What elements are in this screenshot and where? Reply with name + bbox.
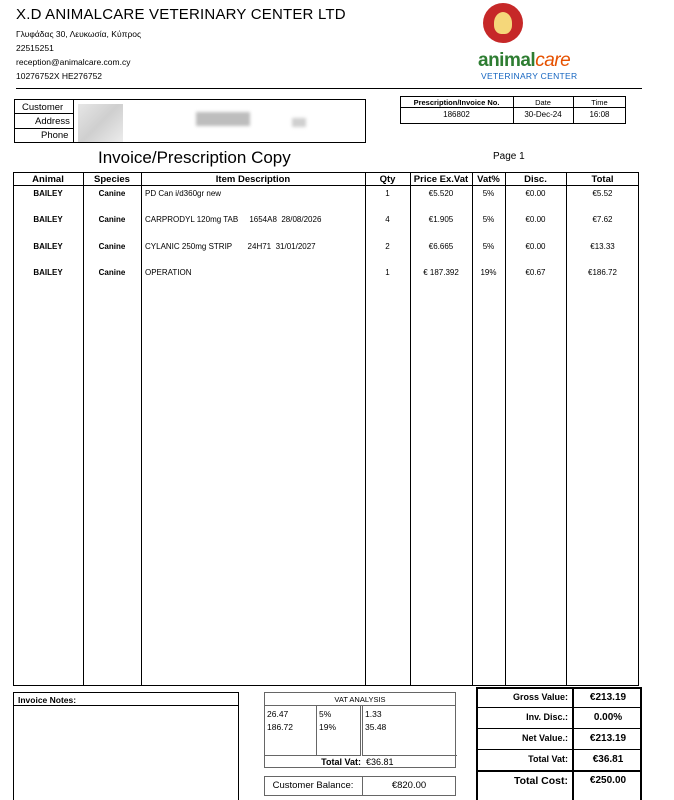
header-total: Total — [591, 174, 614, 185]
vat-amount: 35.48 — [365, 722, 387, 732]
row-vat: 19% — [480, 268, 497, 277]
company-email: reception@animalcare.com.cy — [16, 57, 131, 67]
customer-label: Customer — [22, 102, 64, 113]
row-disc: €0.00 — [525, 242, 546, 251]
logo-wordmark — [478, 50, 570, 72]
inv-disc-value: 0.00% — [593, 712, 623, 723]
row-animal: BAILEY — [33, 242, 63, 251]
invoice-time: 16:08 — [589, 110, 610, 119]
vat-total-value: €36.81 — [366, 757, 394, 767]
redaction — [78, 104, 123, 142]
customer-balance-value: €820.00 — [391, 780, 427, 791]
total-vat-value: €36.81 — [592, 754, 624, 765]
page-number: Page 1 — [493, 151, 525, 162]
time-header: Time — [591, 98, 608, 107]
row-qty: 1 — [385, 189, 390, 198]
row-total: €7.62 — [592, 215, 613, 224]
row-total: €186.72 — [588, 268, 617, 277]
total-cost-label: Total Cost: — [513, 775, 568, 787]
logo-animal: animal — [478, 50, 536, 71]
header-description: Item Description — [215, 174, 291, 185]
row-price: €5.520 — [428, 189, 454, 198]
total-vat-label: Total Vat: — [528, 754, 568, 764]
summary-row-line — [476, 749, 642, 750]
row-vat: 5% — [482, 242, 495, 251]
row-disc: €0.00 — [525, 215, 546, 224]
vat-total-label: Total Vat: — [321, 757, 361, 767]
date-header: Date — [535, 98, 551, 107]
vat-grid-divider — [316, 705, 317, 755]
invoice-notes-label: Invoice Notes: — [18, 695, 77, 705]
row-qty: 4 — [385, 215, 390, 224]
header-vat: Vat% — [477, 174, 500, 185]
row-qty: 1 — [385, 268, 390, 277]
address-label: Address — [35, 116, 70, 127]
row-vat: 5% — [482, 189, 495, 198]
redaction — [196, 112, 250, 126]
header-animal: Animal — [32, 174, 64, 185]
row-price: €1.905 — [428, 215, 454, 224]
row-vat: 5% — [482, 215, 495, 224]
net-value: €213.19 — [589, 733, 627, 744]
vat-rate: 5% — [319, 709, 332, 719]
company-registration: 10276752X HE276752 — [16, 71, 103, 81]
row-description: PD Can i/d360gr new — [145, 189, 222, 198]
invoice-no-header: Prescription/Invoice No. — [413, 98, 500, 107]
notes-divider — [13, 705, 239, 706]
company-phone: 22515251 — [16, 43, 54, 53]
row-description: CARPRODYL 120mg TAB 1654A8 28/08/2026 — [145, 215, 322, 224]
row-total: €13.33 — [590, 242, 615, 251]
logo-subtitle: VETERINARY CENTER — [481, 71, 578, 81]
dog-cat-icon — [494, 12, 512, 34]
header-qty: Qty — [379, 174, 396, 185]
row-animal: BAILEY — [33, 215, 63, 224]
invoice-no: 186802 — [443, 110, 470, 119]
gross-value: €213.19 — [589, 692, 627, 703]
vat-rate: 19% — [319, 722, 337, 732]
company-name: X.D ANIMALCARE VETERINARY CENTER LTD — [16, 6, 346, 23]
net-value-label: Net Value.: — [521, 733, 568, 743]
logo-care: care — [535, 50, 571, 71]
row-disc: €0.67 — [525, 268, 546, 277]
row-price: €6.665 — [428, 242, 454, 251]
header-disc: Disc. — [524, 174, 547, 185]
vat-base: 26.47 — [267, 709, 289, 719]
row-total: €5.52 — [592, 189, 613, 198]
phone-label: Phone — [41, 130, 69, 141]
row-price: € 187.392 — [423, 268, 459, 277]
document-title: Invoice/Prescription Copy — [98, 148, 291, 167]
gross-value-label: Gross Value: — [512, 692, 568, 702]
invoice-date: 30-Dec-24 — [524, 110, 562, 119]
total-cost-value: €250.00 — [589, 775, 627, 786]
row-qty: 2 — [385, 242, 390, 251]
row-disc: €0.00 — [525, 189, 546, 198]
row-species: Canine — [98, 242, 126, 251]
redaction — [292, 118, 306, 127]
row-animal: BAILEY — [33, 189, 63, 198]
summary-row-line — [476, 728, 642, 729]
row-species: Canine — [98, 215, 126, 224]
row-description: CYLANIC 250mg STRIP 24H71 31/01/2027 — [145, 242, 316, 251]
header-price: Price Ex.Vat — [413, 174, 469, 185]
header-divider — [16, 88, 642, 89]
header-species: Species — [94, 174, 130, 185]
summary-row-line — [476, 770, 642, 772]
row-species: Canine — [98, 268, 126, 277]
row-species: Canine — [98, 189, 126, 198]
vat-analysis-title: VAT ANALYSIS — [334, 695, 386, 704]
customer-balance-label: Customer Balance: — [272, 780, 354, 791]
vat-base: 186.72 — [267, 722, 293, 732]
company-address: Γλυφάδας 30, Λευκωσία, Κύπρος — [16, 29, 142, 39]
col-divider — [141, 172, 142, 686]
summary-row-line — [476, 707, 642, 708]
row-animal: BAILEY — [33, 268, 63, 277]
row-description: OPERATION — [145, 268, 192, 277]
invoice-notes-box — [13, 692, 239, 800]
inv-disc-label: Inv. Disc.: — [526, 712, 568, 722]
vat-amount: 1.33 — [365, 709, 382, 719]
